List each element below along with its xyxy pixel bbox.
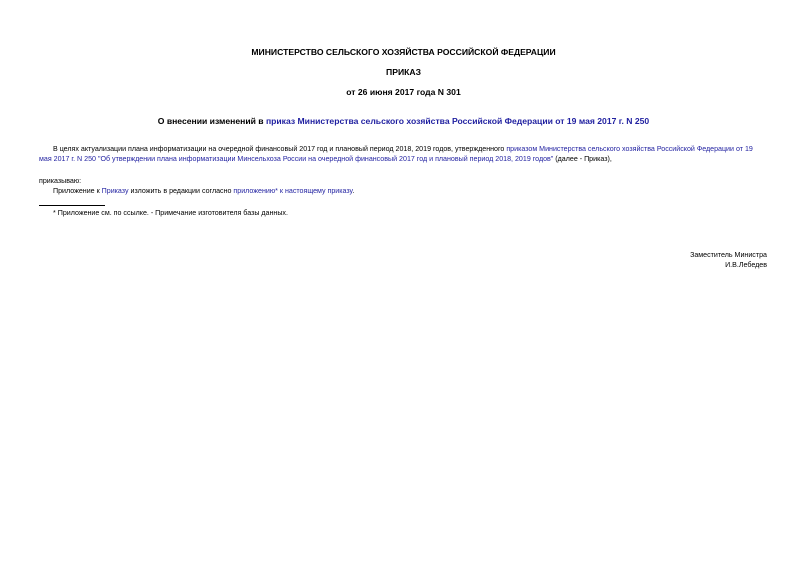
paragraph-2: [53, 186, 354, 196]
appendix-link[interactable]: приложению* к настоящему приказу: [233, 187, 353, 195]
order-250-link[interactable]: приказом Министерства сельского хозяйства Российской Федерации от 19: [506, 145, 753, 153]
document-date: от 26 июня 2017 года N 301: [346, 87, 461, 97]
title-order-link[interactable]: приказ Министерства сельского хозяйства Российской Федерации от 19 мая 2017 г. N 250: [265, 116, 650, 126]
document-title: [0, 116, 807, 126]
order-250-link-continued[interactable]: мая 2017 г. N 250 "Об утверждении плана информатизации Минсельхоза России на очередной финансовый 2017 год и плановый период 2018, 2019 годов": [39, 155, 554, 163]
ministry-name: МИНИСТЕРСТВО СЕЛЬСКОГО ХОЗЯЙСТВА РОССИЙСКОЙ ФЕДЕРАЦИИ: [251, 47, 556, 57]
document-type: ПРИКАЗ: [386, 67, 421, 77]
paragraph-2-text-2: изложить в редакции согласно: [128, 187, 234, 195]
footnote-divider: [39, 205, 105, 206]
paragraph-2-text-1: Приложение к: [53, 187, 102, 195]
paragraph-2-text-3: .: [352, 187, 355, 195]
order-word: приказываю:: [39, 177, 82, 185]
footnote: * Приложение см. по ссылке. - Примечание изготовителя базы данных.: [53, 209, 288, 217]
paragraph-1-tail: (далее - Приказ),: [553, 155, 612, 163]
signatory-position: Заместитель Министра: [690, 251, 767, 259]
prikaz-link[interactable]: Приказу: [101, 187, 129, 195]
paragraph-1-text: В целях актуализации плана информатизации на очередной финансовый 2017 год и плановый период 2018, 2019 годов, утвержденного: [53, 145, 507, 153]
title-prefix: О внесении изменений в: [157, 116, 266, 126]
signatory-name: И.В.Лебедев: [725, 261, 767, 269]
paragraph-1-line-2: [39, 154, 612, 164]
paragraph-1-line-1: [53, 144, 753, 154]
